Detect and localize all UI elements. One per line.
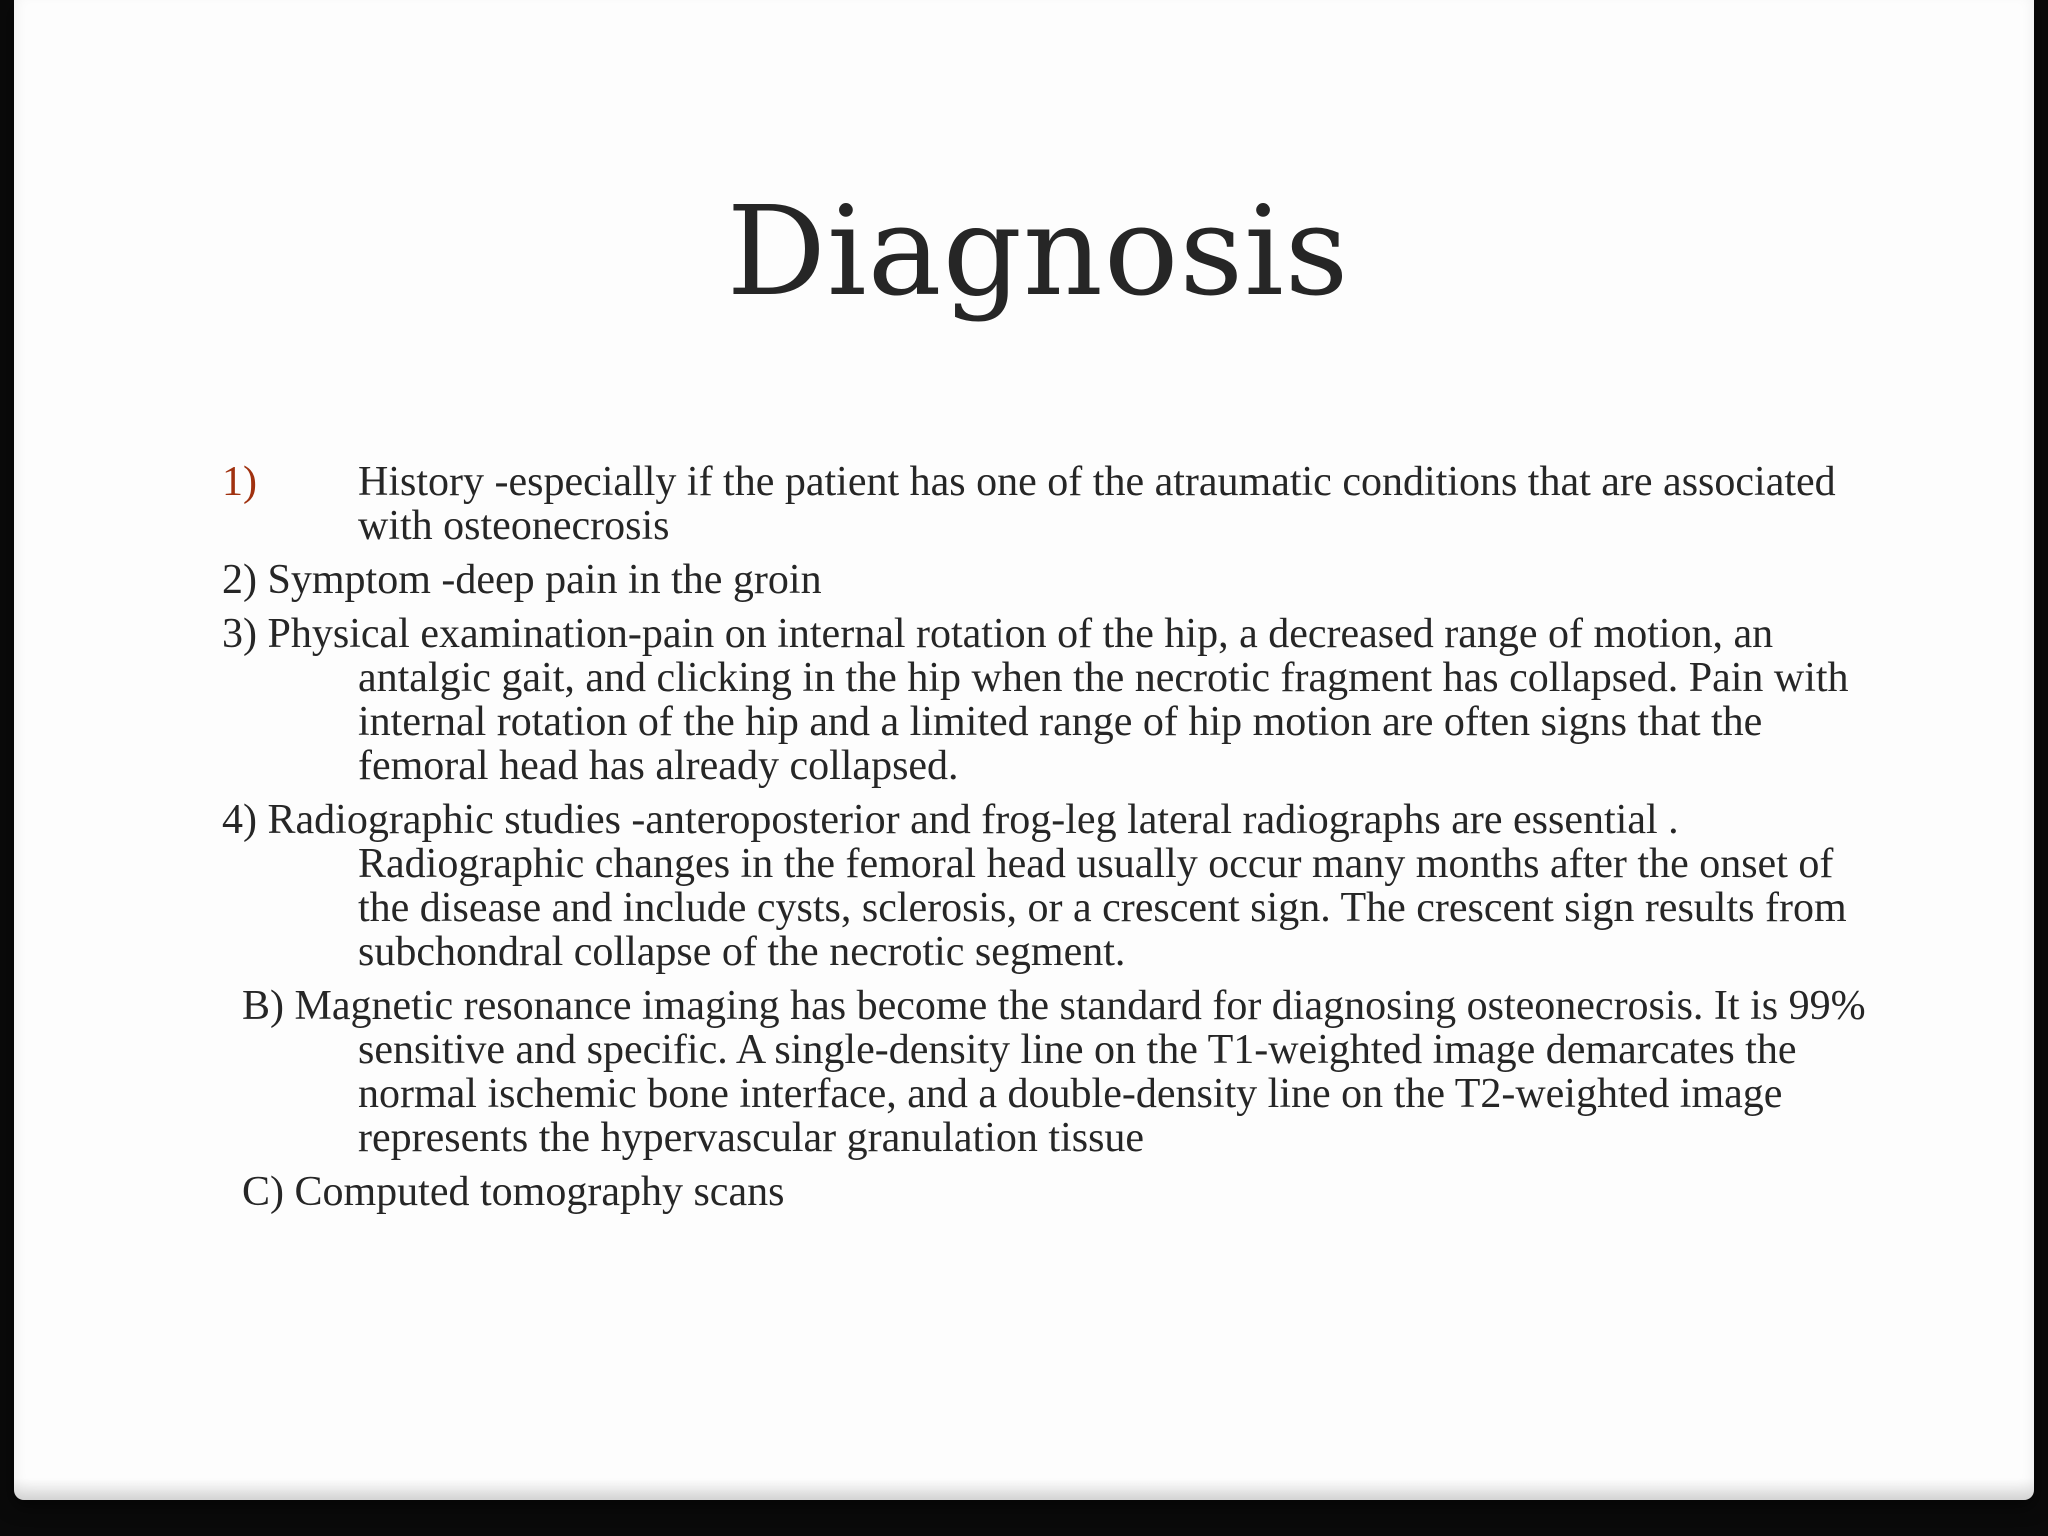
slide — [14, 0, 2034, 1500]
slide-body — [222, 460, 1882, 1224]
list-item-symptom — [222, 558, 1882, 602]
list-item-number: 1) — [222, 459, 257, 505]
list-item-text: Magnetic resonance imaging has become the standard for diagnosing osteonecrosis. It is 99% sensitive and specific. A single-density line on the T1-weighted image demarcates the normal ischemic bone interface, and a double-density line on the T2-weighted image represents the hypervascular granulation tissue — [294, 983, 1866, 1161]
list-item-number: 2) — [222, 557, 257, 603]
list-item-ct — [222, 1170, 1882, 1214]
list-item-number: 4) — [222, 797, 257, 843]
list-item-mri — [222, 984, 1882, 1160]
list-item-text: Radiographic studies -anteroposterior and frog-leg lateral radiographs are essential . Radiographic changes in the femoral head usually occur many months after the onset of the disease and include cysts, sclerosis, or a crescent sign. The crescent sign results from subchondral collapse of the necrotic segment. — [267, 797, 1847, 975]
list-item-number: 3) — [222, 611, 257, 657]
list-item-number: B) — [242, 983, 284, 1029]
list-item-physical-exam — [222, 612, 1882, 788]
list-item-number: C) — [242, 1169, 284, 1215]
list-item-text: Computed tomography scans — [294, 1169, 785, 1215]
list-item-text: History -especially if the patient has one of the atraumatic conditions that are associated with osteonecrosis — [358, 459, 1836, 549]
slide-title: Diagnosis — [726, 180, 1350, 324]
list-item-text: Physical examination-pain on internal rotation of the hip, a decreased range of motion, an antalgic gait, and clicking in the hip when the necrotic fragment has collapsed. Pain with internal rotation of the hip and a limited range of hip motion are often signs that the femoral head has already collapsed. — [267, 611, 1849, 789]
list-item-radiographic — [222, 798, 1882, 974]
list-item-history — [222, 460, 1882, 548]
list-item-text: Symptom -deep pain in the groin — [267, 557, 822, 603]
